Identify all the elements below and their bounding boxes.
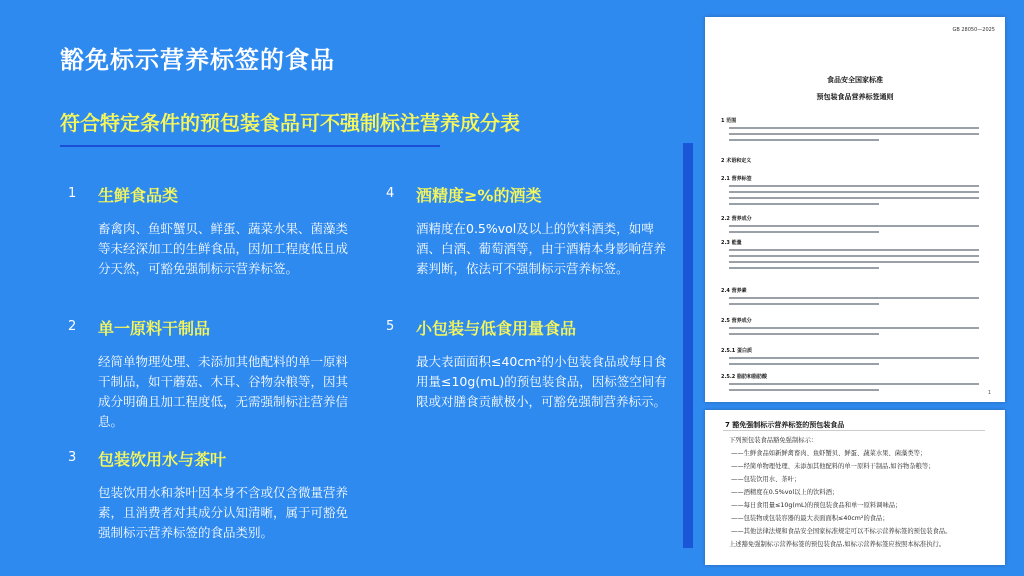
document-text-line — [729, 357, 979, 359]
document-text-line — [729, 297, 979, 299]
page-title: 豁免标示营养标签的食品 — [60, 46, 335, 74]
document-section-heading: 2.2 营养成分 — [721, 216, 752, 222]
document-text-line — [729, 303, 879, 305]
document-section-heading: 1 范围 — [721, 118, 737, 124]
document-code: GB 28050—2025 — [952, 27, 995, 33]
document-text-line — [729, 267, 879, 269]
document-text-line — [729, 197, 979, 199]
document-section-heading: 2.5.1 蛋白质 — [721, 348, 752, 354]
clause-title: 7 豁免强制标示营养标签的预包装食品 — [725, 421, 845, 429]
item-title: 生鲜食品类 — [98, 186, 179, 205]
document-subtitle: 预包装食品营养标签通则 — [816, 93, 894, 101]
item-title: 小包装与低食用量食品 — [416, 319, 577, 338]
clause-line: 下列预包装食品豁免强制标示： — [729, 437, 818, 444]
item-number: 4 — [386, 186, 395, 201]
document-text-line — [729, 191, 979, 193]
document-section-heading: 2.3 能量 — [721, 240, 742, 246]
clause-line: ——每日食用量≤10g(mL)的预包装食品和单一原料调味品； — [731, 502, 902, 509]
document-text-line — [729, 389, 879, 391]
document-text-line — [729, 333, 879, 335]
clause-line: 上述豁免强制标示营养标签的预包装食品,如标示营养标签应按照本标准执行。 — [729, 541, 946, 548]
document-text-line — [729, 363, 879, 365]
document-page-number: 1 — [987, 390, 991, 396]
item-4 — [386, 183, 676, 293]
document-text-line — [729, 231, 879, 233]
item-number: 5 — [386, 319, 395, 334]
item-description: 最大表面面积≤40cm²的小包装食品或每日食用量≤10g(mL)的预包装食品，因标签空间有限或对膳食贡献极小，可豁免强制营养标示。 — [416, 354, 667, 409]
document-text-line — [729, 261, 979, 263]
item-title: 酒精度≥%的酒类 — [416, 186, 542, 205]
item-number: 1 — [68, 186, 77, 201]
clause-divider — [723, 430, 985, 431]
standard-document-page — [705, 17, 1005, 402]
item-2 — [68, 316, 358, 429]
document-section-heading: 2.5.2 脂肪和脂肪酸 — [721, 374, 767, 380]
clause-line: ——酒精度在0.5%vol以上的饮料酒； — [731, 489, 839, 496]
item-number: 2 — [68, 319, 77, 334]
document-text-line — [729, 133, 979, 135]
document-text-line — [729, 225, 979, 227]
document-text-line — [729, 327, 979, 329]
item-description: 酒精度在0.5%vol及以上的饮料酒类，如啤酒、白酒、葡萄酒等，由于酒精本身影响营养素判断，依法可不强制标示营养标签。 — [416, 221, 667, 276]
item-title: 包装饮用水与茶叶 — [98, 450, 227, 469]
item-3 — [68, 447, 358, 557]
document-section-heading: 2.5 营养成分 — [721, 318, 752, 324]
item-title: 单一原料干制品 — [98, 319, 211, 338]
clause-line: ——生鲜食品如新鲜禽畜肉、鱼虾蟹贝、鲜蛋、蔬菜水果、菌藻类等； — [731, 450, 927, 457]
document-text-line — [729, 127, 979, 129]
exemption-clause-page — [705, 410, 1005, 565]
document-section-heading: 2 术语和定义 — [721, 158, 752, 164]
item-5 — [386, 316, 676, 426]
document-section-heading: 2.1 营养标签 — [721, 176, 752, 182]
document-text-line — [729, 255, 979, 257]
document-text-line — [729, 139, 879, 141]
item-description: 畜禽肉、鱼虾蟹贝、鲜蛋、蔬菜水果、菌藻类等未经深加工的生鲜食品，因加工程度低且成分天然，可豁免强制标示营养标签。 — [98, 221, 349, 276]
document-text-line — [729, 185, 979, 187]
page-subtitle: 符合特定条件的预包装食品可不强制标注营养成分表 — [60, 111, 520, 135]
item-description: 经简单物理处理、未添加其他配料的单一原料干制品，如干蘑菇、木耳、谷物杂粮等，因其成分明确且加工程度低，无需强制标注营养信息。 — [98, 354, 349, 429]
document-section-heading: 2.4 营养素 — [721, 288, 747, 294]
item-1 — [68, 183, 358, 293]
document-text-line — [729, 203, 879, 205]
accent-bar — [683, 143, 693, 548]
document-text-line — [729, 383, 979, 385]
subtitle-divider — [60, 145, 440, 147]
document-text-line — [729, 249, 979, 251]
clause-line: ——包装饮用水、茶叶； — [731, 476, 801, 483]
item-description: 包装饮用水和茶叶因本身不含或仅含微量营养素，且消费者对其成分认知清晰，属于可豁免强制标示营养标签的食品类别。 — [98, 485, 349, 540]
item-number: 3 — [68, 450, 77, 465]
clause-line: ——经简单物理处理、未添加其他配料的单一原料干制品,如谷物杂粮等； — [731, 463, 935, 470]
document-title: 食品安全国家标准 — [827, 76, 883, 84]
clause-line: ——包装物或包装容器的最大表面面积≤40cm²的食品； — [731, 515, 889, 522]
clause-line: ——其他法律法规和食品安全国家标准规定可以不标示营养标签的预包装食品。 — [731, 528, 952, 535]
